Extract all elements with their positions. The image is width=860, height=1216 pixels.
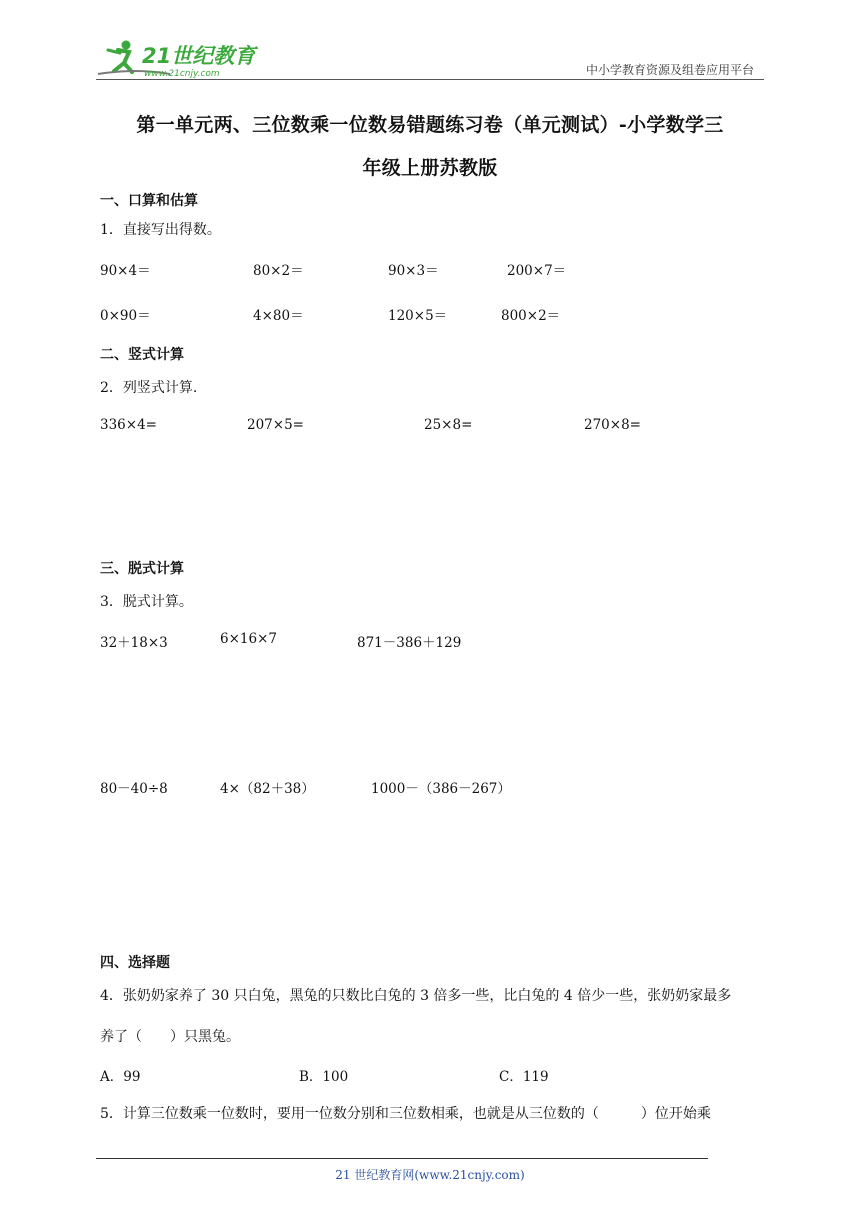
page-title-line1: 第一单元两、三位数乘一位数易错题练习卷（单元测试）-小学数学三: [136, 114, 724, 136]
site-logo: [96, 36, 266, 80]
section-heading-4: 四、选择题: [100, 955, 170, 971]
section-heading-2: 二、竖式计算: [100, 347, 184, 363]
question-4-line2: 养了（ ）只黑兔。: [100, 1029, 240, 1045]
expression: 4×（82＋38）: [220, 781, 315, 797]
expression: 336×4=: [100, 417, 157, 433]
question-1: 1．直接写出得数。: [100, 222, 221, 238]
expression: 4×80＝: [253, 308, 304, 324]
expression: 32＋18×3: [100, 635, 168, 651]
question-2: 2．列竖式计算.: [100, 380, 198, 396]
option-b: B．100: [299, 1069, 349, 1085]
header-divider: [96, 79, 764, 80]
section-heading-1: 一、口算和估算: [100, 193, 198, 209]
expression: 25×8=: [424, 417, 473, 433]
question-5-line1: 5．计算三位数乘一位数时，要用一位数分别和三位数相乘，也就是从三位数的（ ）位开始乘: [100, 1106, 711, 1122]
expression: 800×2＝: [501, 308, 561, 324]
logo-text: 21世纪教育: [142, 44, 256, 68]
expression: 200×7＝: [507, 263, 567, 279]
question-3: 3．脱式计算。: [100, 594, 193, 610]
expression: 1000－（386－267）: [371, 781, 511, 797]
header-platform-text: 中小学教育资源及组卷应用平台: [585, 63, 754, 77]
expression: 207×5=: [247, 417, 304, 433]
expression: 270×8=: [584, 417, 641, 433]
expression: 90×4＝: [100, 263, 151, 279]
footer-divider: [96, 1158, 708, 1159]
page-title-line2: 年级上册苏教版: [362, 157, 498, 179]
expression: 0×90＝: [100, 308, 151, 324]
expression: 120×5＝: [388, 308, 448, 324]
expression: 80×2＝: [253, 263, 304, 279]
expression: 80－40÷8: [100, 781, 168, 797]
expression: 6×16×7: [220, 631, 277, 647]
section-heading-3: 三、脱式计算: [100, 561, 184, 577]
footer-text[interactable]: 21 世纪教育网(www.21cnjy.com): [335, 1168, 525, 1182]
question-4-line1: 4．张奶奶家养了 30 只白兔，黑兔的只数比白兔的 3 倍多一些，比白兔的 4 倍少一些，张奶奶家最多: [100, 988, 732, 1004]
option-c: C．119: [499, 1069, 549, 1085]
expression: 871－386＋129: [357, 635, 462, 651]
expression: 90×3＝: [388, 263, 439, 279]
option-a: A．99: [100, 1069, 141, 1085]
logo-url: www.21cnjy.com: [144, 69, 220, 79]
